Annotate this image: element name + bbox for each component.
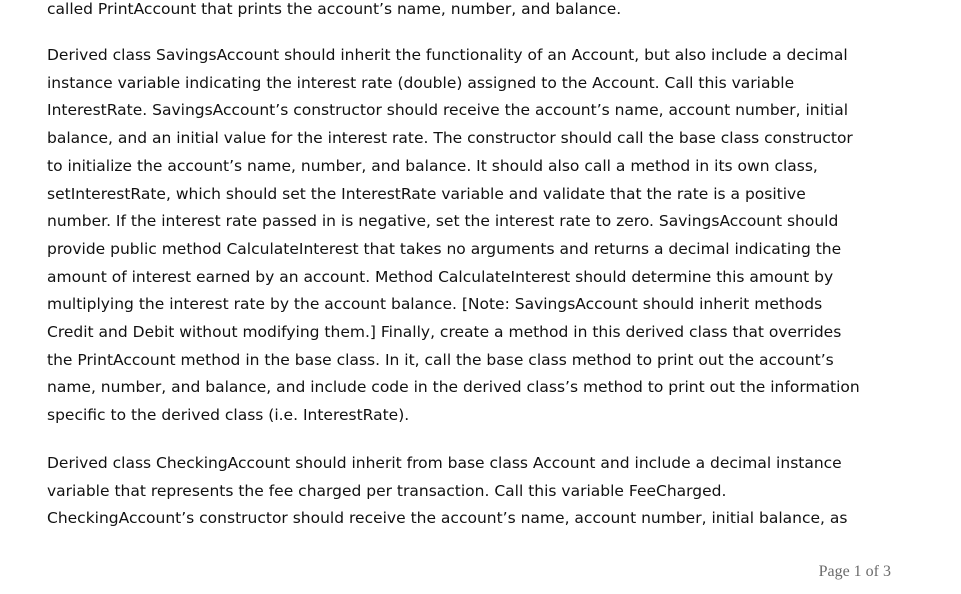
paragraph-checking-account	[47, 450, 927, 533]
text-line: Credit and Debit without modifying them.] Finally, create a method in this derived class that overrides	[47, 323, 842, 342]
text-line: number. If the interest rate passed in is negative, set the interest rate to zero. SavingsAccount should	[47, 212, 839, 231]
text-line: balance, and an initial value for the interest rate. The constructor should call the base class constructor	[47, 129, 853, 148]
page-number-label: Page 1 of 3	[818, 563, 891, 580]
text-line: multiplying the interest rate by the account balance. [Note: SavingsAccount should inherit methods	[47, 295, 823, 314]
text-line: CheckingAccount’s constructor should receive the account’s name, account number, initial balance, as	[47, 509, 848, 528]
text-line: setInterestRate, which should set the InterestRate variable and validate that the rate is a positive	[47, 184, 806, 203]
paragraph-print-account	[47, 0, 927, 24]
text-line: variable that represents the fee charged per transaction. Call this variable FeeCharged.	[47, 481, 727, 500]
text-line: provide public method CalculateInterest that takes no arguments and returns a decimal indicating the	[47, 239, 842, 258]
text-line: instance variable indicating the interest rate (double) assigned to the Account. Call this variable	[47, 73, 795, 92]
paragraph-savings-account	[47, 42, 927, 430]
text-line: amount of interest earned by an account. Method CalculateInterest should determine this amount by	[47, 267, 834, 286]
text-line: InterestRate. SavingsAccount’s constructor should receive the account’s name, account number, initial	[47, 101, 849, 120]
text-line: Derived class CheckingAccount should inherit from base class Account and include a decimal instance	[47, 454, 842, 472]
text-line: to initialize the account’s name, number, and balance. It should also call a method in its own class,	[47, 156, 818, 175]
text-line: the PrintAccount method in the base class. In it, call the base class method to print out the account’s	[47, 350, 834, 369]
text-line: called PrintAccount that prints the account’s name, number, and balance.	[47, 0, 622, 18]
text-line: specific to the derived class (i.e. InterestRate).	[47, 406, 410, 425]
text-line: name, number, and balance, and include code in the derived class’s method to print out the information	[47, 378, 860, 397]
text-line: Derived class SavingsAccount should inherit the functionality of an Account, but also include a decimal	[47, 46, 848, 64]
